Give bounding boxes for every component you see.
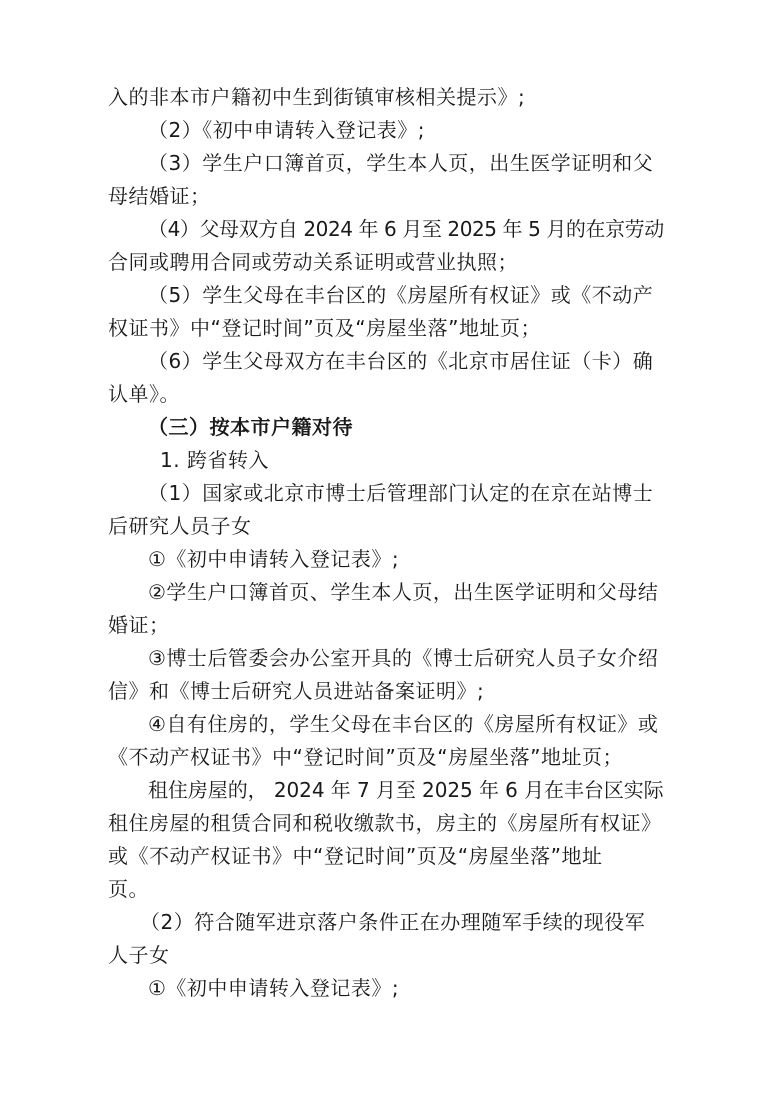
text-line: 合同或聘用合同或劳动关系证明或营业执照； xyxy=(108,250,518,274)
text-line: ②学生户口簿首页、学生本人页，出生医学证明和父母结 xyxy=(148,580,659,604)
text-line: 租住房屋的， 2024 年 7 月至 2025 年 6 月在丰台区实际 xyxy=(148,778,664,802)
text-line: 婚证； xyxy=(108,613,170,637)
text-line: 后研究人员子女 xyxy=(108,514,252,538)
text-line: 入的非本市户籍初中生到街镇审核相关提示》; xyxy=(108,85,526,109)
text-line: 《不动产权证书》中“登记时间”页及“房屋坐落”地址页； xyxy=(108,745,623,769)
text-line: （5）学生父母在丰台区的《房屋所有权证》或《不动产 xyxy=(148,283,654,307)
text-line: 母结婚证； xyxy=(108,184,211,208)
text-line: ①《初中申请转入登记表》; xyxy=(148,547,400,571)
subsection-heading: 1. 跨省转入 xyxy=(160,448,269,472)
text-line: ③博士后管委会办公室开具的《博士后研究人员子女介绍 xyxy=(148,646,659,670)
text-line: （2）《初中申请转入登记表》; xyxy=(148,118,425,142)
text-line: 页。 xyxy=(108,877,149,901)
text-line: （3）学生户口簿首页，学生本人页，出生医学证明和父 xyxy=(148,151,654,175)
text-line: ④自有住房的，学生父母在丰台区的《房屋所有权证》或 xyxy=(148,712,659,736)
text-line: 租住房屋的租赁合同和税收缴款书，房主的《房屋所有权证》 xyxy=(108,811,662,835)
text-line: ①《初中申请转入登记表》; xyxy=(148,976,400,1000)
text-line: 人子女 xyxy=(108,943,170,967)
text-line: （4）父母双方自 2024 年 6 月至 2025 年 5 月的在京劳动 xyxy=(148,217,664,241)
text-line: 权证书》中“登记时间”页及“房屋坐落”地址页； xyxy=(108,316,541,340)
section-heading: （三）按本市户籍对待 xyxy=(148,415,353,439)
text-line: 或《不动产权证书》中“登记时间”页及“房屋坐落”地址 xyxy=(108,844,603,868)
text-line: （1）国家或北京市博士后管理部门认定的在京在站博士 xyxy=(148,481,654,505)
text-line: 信》和《博士后研究人员进站备案证明》; xyxy=(108,679,485,703)
text-line: （6）学生父母双方在丰台区的《北京市居住证（卡）确 xyxy=(148,349,654,373)
text-line: （2）符合随军进京落户条件正在办理随军手续的现役军 xyxy=(140,910,646,934)
text-line: 认单》。 xyxy=(108,382,180,406)
